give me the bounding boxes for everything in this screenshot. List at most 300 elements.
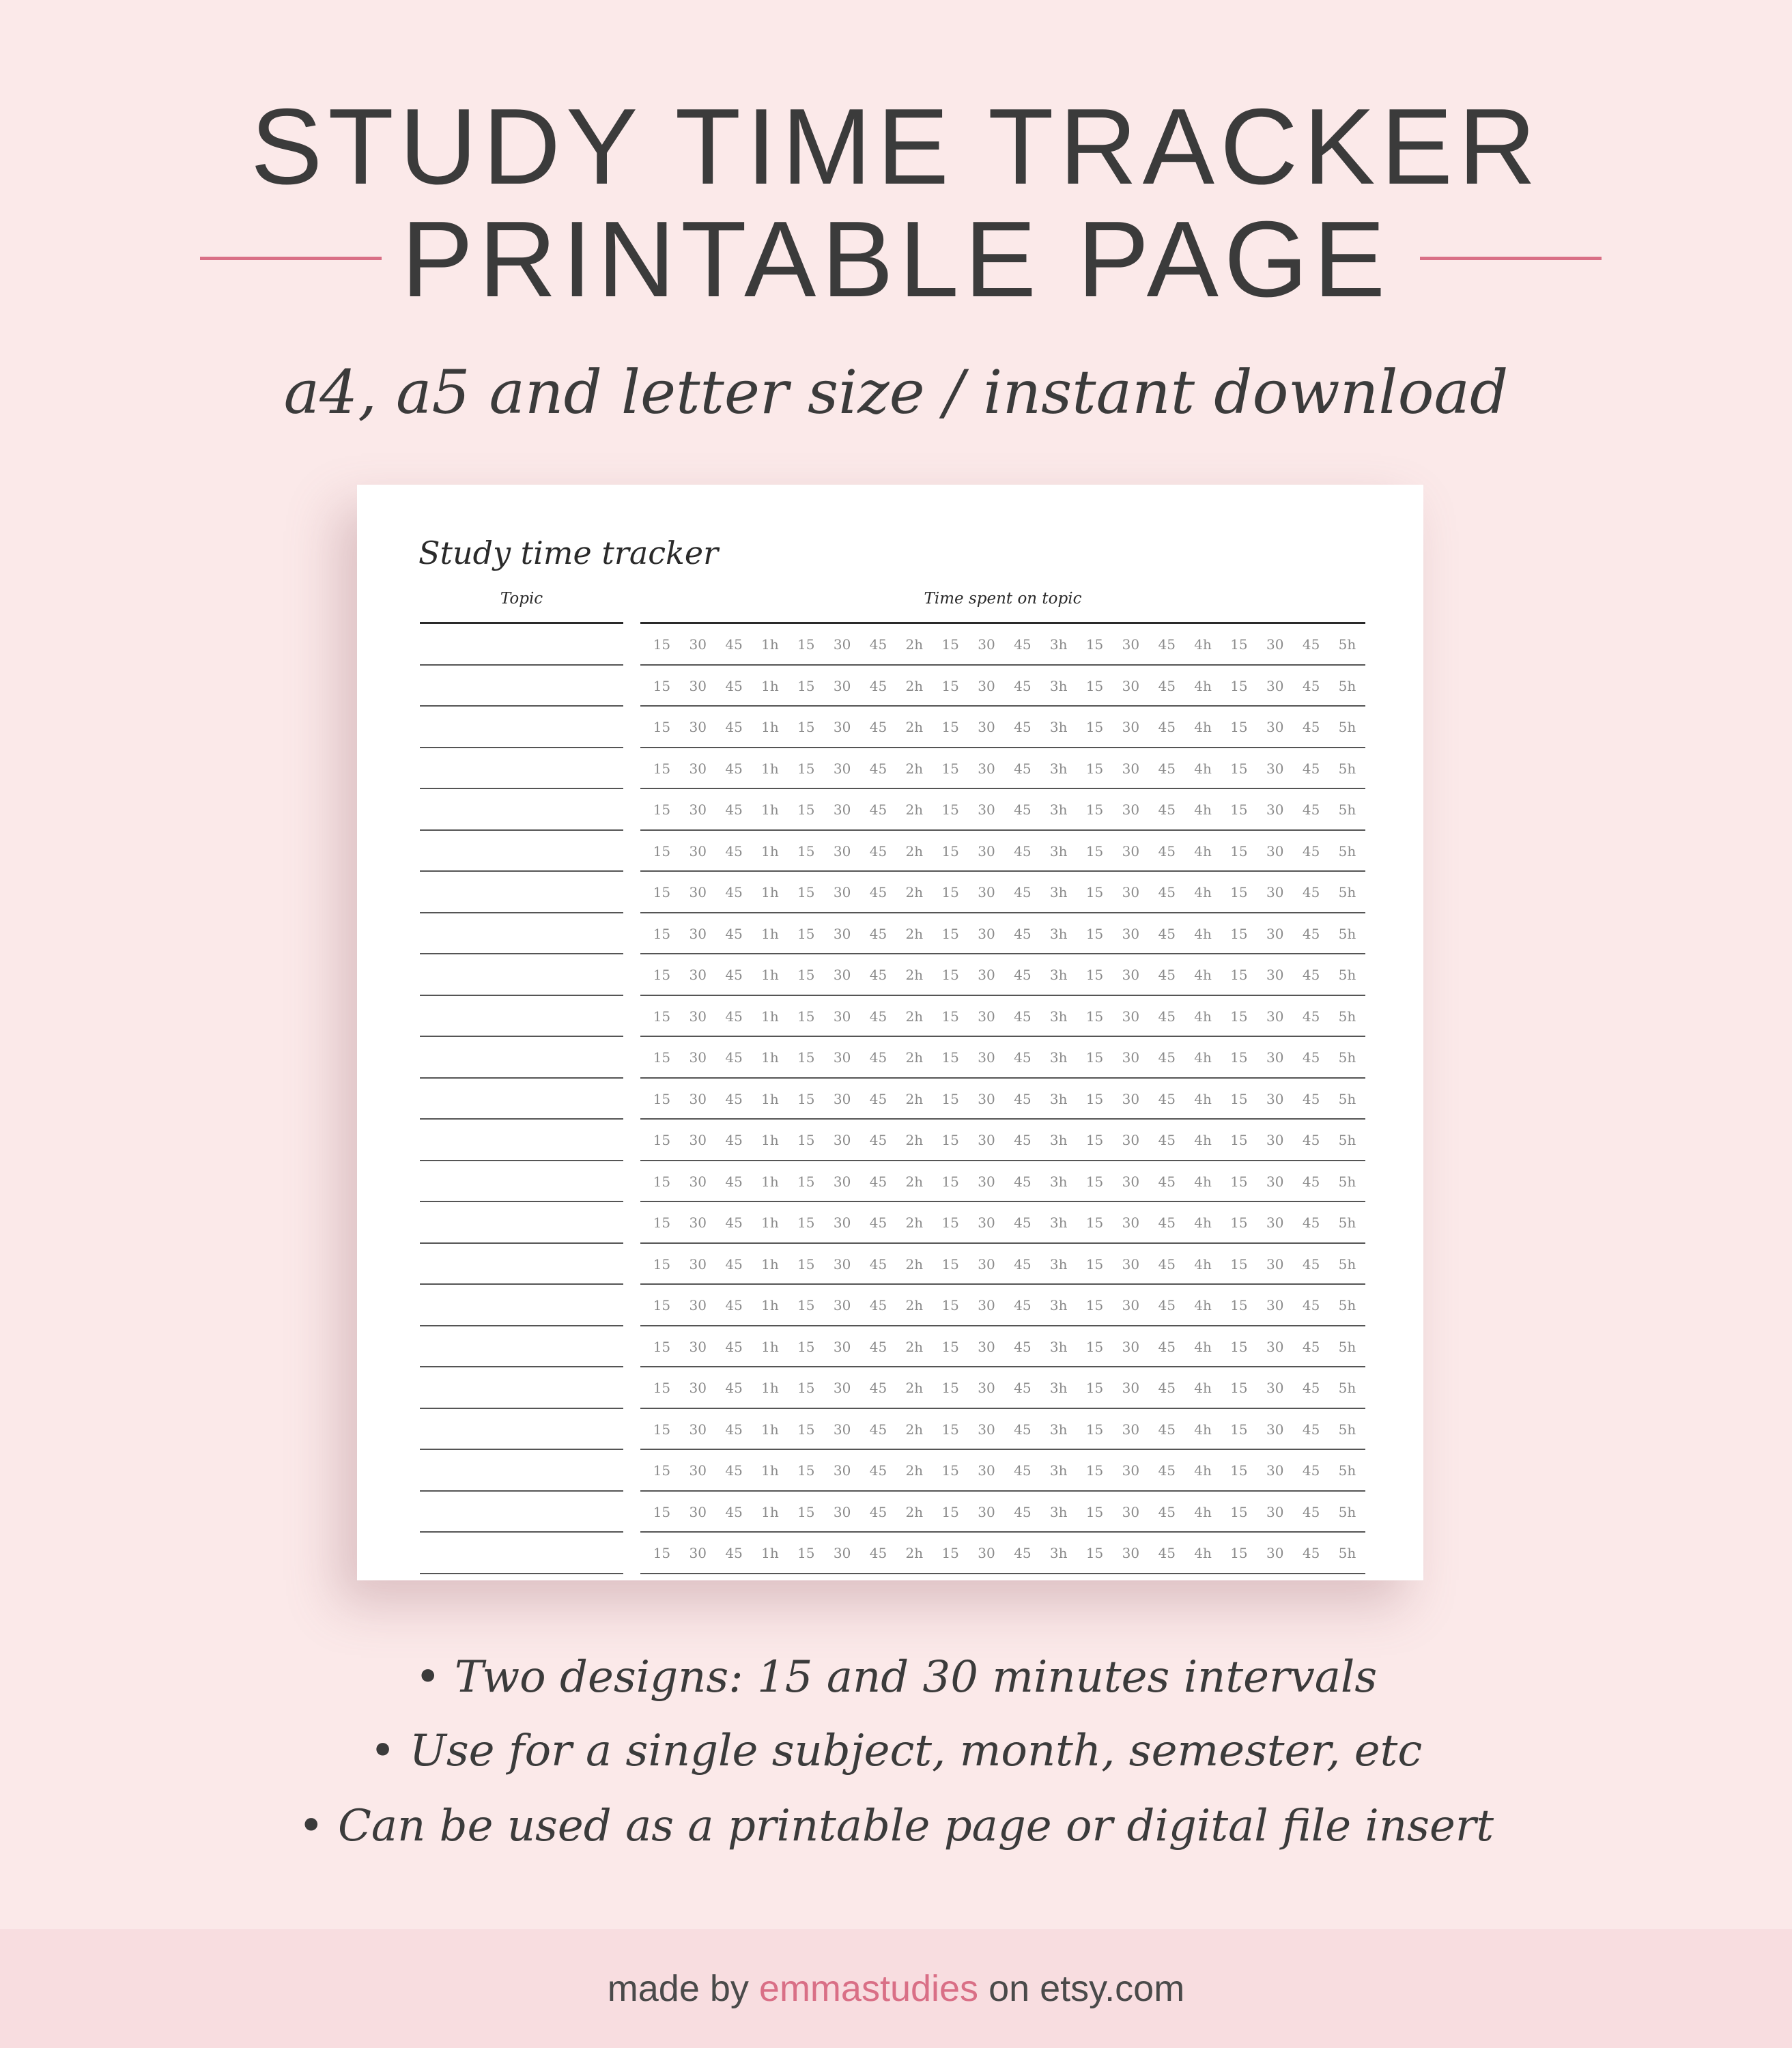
- time-tick-label: 30: [1266, 1132, 1284, 1148]
- time-tick-label: 45: [1302, 1255, 1320, 1272]
- time-tick-label: 15: [941, 1462, 959, 1479]
- time-tick-label: 30: [978, 760, 995, 777]
- time-tick-label: 1h: [761, 1338, 779, 1355]
- footer-credit: [0, 1965, 1792, 2013]
- time-tick-label: 1h: [761, 842, 779, 859]
- time-tick-label: 2h: [905, 760, 924, 777]
- time-tick-label: 30: [978, 842, 995, 859]
- time-tick-label: 15: [1230, 1421, 1248, 1438]
- time-tick-label: 30: [1266, 1503, 1284, 1520]
- time-tick-labels: [640, 1049, 1365, 1066]
- time-tick-label: 15: [941, 719, 959, 735]
- time-tick-label: 30: [1122, 1421, 1140, 1438]
- time-tick-label: 30: [833, 677, 851, 694]
- time-tick-label: 30: [978, 719, 995, 735]
- time-tick-labels: [640, 1090, 1365, 1108]
- time-tick-label: 45: [1014, 842, 1032, 859]
- time-tick-label: 30: [833, 760, 851, 777]
- time-tick-label: 45: [1014, 719, 1032, 735]
- tracker-row: [357, 1285, 1423, 1326]
- time-tick-label: 30: [1266, 1049, 1284, 1066]
- time-tick-label: 5h: [1338, 1380, 1356, 1396]
- time-tick-label: 45: [1158, 1049, 1176, 1066]
- tracker-row: [357, 1450, 1423, 1492]
- time-tick-label: 30: [689, 1380, 707, 1396]
- time-tick-label: 4h: [1194, 1380, 1212, 1396]
- time-tick-label: 30: [689, 967, 707, 983]
- time-tick-label: 5h: [1338, 1214, 1356, 1231]
- time-tick-label: 5h: [1338, 1462, 1356, 1479]
- time-tick-label: 15: [1085, 1462, 1104, 1479]
- time-tick-label: 30: [1266, 1462, 1284, 1479]
- time-tick-label: 15: [1085, 1380, 1104, 1396]
- time-tick-label: 15: [797, 1545, 815, 1561]
- time-tick-label: 15: [797, 1380, 815, 1396]
- time-tick-label: 1h: [761, 1462, 779, 1479]
- tracker-row: [357, 1037, 1423, 1079]
- time-tick-labels: [640, 1503, 1365, 1521]
- time-tick-label: 30: [833, 1049, 851, 1066]
- time-tick-label: 45: [1302, 1132, 1320, 1148]
- time-tick-label: 45: [869, 1421, 887, 1438]
- time-tick-label: 30: [833, 1132, 851, 1148]
- time-tick-label: 15: [797, 801, 815, 818]
- time-tick-label: 30: [978, 1132, 995, 1148]
- time-tick-label: 30: [689, 842, 707, 859]
- time-tick-label: 15: [797, 1503, 815, 1520]
- time-tick-label: 15: [797, 967, 815, 983]
- time-tick-label: 15: [797, 1090, 815, 1107]
- time-tick-label: 15: [1230, 842, 1248, 859]
- time-tick-label: 30: [689, 1338, 707, 1355]
- time-tick-label: 30: [1122, 1338, 1140, 1355]
- time-tick-label: 45: [1014, 1255, 1032, 1272]
- time-tick-label: 45: [1158, 1173, 1176, 1190]
- time-tick-label: 30: [1122, 925, 1140, 942]
- time-tick-label: 4h: [1194, 1214, 1212, 1231]
- time-tick-label: 30: [833, 925, 851, 942]
- time-tick-label: 45: [1302, 1462, 1320, 1479]
- time-tick-label: 30: [1266, 1421, 1284, 1438]
- time-tick-label: 5h: [1338, 760, 1356, 777]
- time-tick-label: 2h: [905, 1173, 924, 1190]
- time-tick-label: 5h: [1338, 636, 1356, 653]
- time-tick-label: 3h: [1049, 1132, 1068, 1148]
- time-tick-label: 3h: [1049, 1297, 1068, 1313]
- time-tick-label: 1h: [761, 1090, 779, 1107]
- time-tick-label: 4h: [1194, 1462, 1212, 1479]
- time-tick-label: 45: [1302, 1090, 1320, 1107]
- time-tick-label: 45: [869, 1255, 887, 1272]
- time-tick-label: 15: [941, 677, 959, 694]
- time-tick-label: 45: [1014, 1008, 1032, 1025]
- time-tick-label: 4h: [1194, 1255, 1212, 1272]
- time-tick-label: 45: [869, 1090, 887, 1107]
- time-tick-label: 30: [833, 1545, 851, 1561]
- time-tick-label: 2h: [905, 842, 924, 859]
- time-tick-label: 2h: [905, 1132, 924, 1148]
- time-tick-label: 45: [1158, 677, 1176, 694]
- time-tick-label: 2h: [905, 719, 924, 735]
- time-tick-label: 45: [1158, 1008, 1176, 1025]
- time-tick-label: 1h: [761, 1049, 779, 1066]
- time-tick-label: 3h: [1049, 1090, 1068, 1107]
- time-tick-label: 5h: [1338, 1255, 1356, 1272]
- time-tick-label: 15: [797, 719, 815, 735]
- time-tick-label: 5h: [1338, 719, 1356, 735]
- time-tick-label: 30: [833, 842, 851, 859]
- time-tick-label: 30: [689, 1049, 707, 1066]
- time-tick-labels: [640, 842, 1365, 860]
- time-row-rule: [640, 1573, 1365, 1574]
- time-tick-label: 15: [941, 1380, 959, 1396]
- time-tick-label: 15: [941, 925, 959, 942]
- time-tick-label: 15: [653, 842, 671, 859]
- time-tick-label: 30: [1266, 1545, 1284, 1561]
- time-tick-label: 45: [1302, 842, 1320, 859]
- time-tick-label: 45: [725, 636, 743, 653]
- time-tick-label: 30: [689, 1214, 707, 1231]
- time-tick-label: 45: [725, 1090, 743, 1107]
- time-tick-label: 30: [1266, 1380, 1284, 1396]
- time-tick-label: 15: [797, 884, 815, 900]
- time-tick-label: 30: [689, 1297, 707, 1313]
- time-tick-label: 15: [653, 636, 671, 653]
- time-tick-label: 5h: [1338, 1297, 1356, 1313]
- time-tick-label: 30: [1266, 1173, 1284, 1190]
- time-tick-label: 45: [1302, 1380, 1320, 1396]
- time-tick-label: 5h: [1338, 1132, 1356, 1148]
- time-tick-label: 15: [797, 1421, 815, 1438]
- time-tick-label: 4h: [1194, 636, 1212, 653]
- time-tick-label: 45: [1302, 1008, 1320, 1025]
- time-tick-label: 45: [869, 1503, 887, 1520]
- time-tick-label: 3h: [1049, 925, 1068, 942]
- time-tick-label: 30: [833, 1380, 851, 1396]
- time-tick-label: 4h: [1194, 801, 1212, 818]
- time-tick-label: 30: [978, 677, 995, 694]
- tracker-rows: [357, 624, 1423, 1574]
- time-tick-label: 3h: [1049, 1214, 1068, 1231]
- time-tick-label: 4h: [1194, 1008, 1212, 1025]
- time-tick-label: 30: [1266, 1255, 1284, 1272]
- time-tick-label: 30: [689, 719, 707, 735]
- time-tick-label: 15: [941, 1173, 959, 1190]
- time-tick-label: 15: [1085, 925, 1104, 942]
- time-tick-label: 4h: [1194, 842, 1212, 859]
- time-tick-label: 1h: [761, 1255, 779, 1272]
- time-tick-label: 15: [941, 1421, 959, 1438]
- time-tick-label: 30: [978, 1255, 995, 1272]
- time-tick-label: 15: [653, 1380, 671, 1396]
- time-tick-label: 45: [869, 1297, 887, 1313]
- time-tick-label: 45: [869, 1049, 887, 1066]
- time-tick-label: 30: [978, 1049, 995, 1066]
- tracker-row: [357, 1326, 1423, 1368]
- time-tick-label: 15: [941, 1503, 959, 1520]
- time-tick-label: 15: [1230, 1338, 1248, 1355]
- time-tick-label: 45: [869, 925, 887, 942]
- time-tick-label: 45: [1158, 884, 1176, 900]
- time-tick-label: 2h: [905, 1503, 924, 1520]
- time-tick-label: 15: [1230, 1049, 1248, 1066]
- time-tick-label: 30: [978, 636, 995, 653]
- time-tick-label: 1h: [761, 1214, 779, 1231]
- time-tick-label: 15: [941, 1338, 959, 1355]
- time-tick-label: 30: [1122, 1503, 1140, 1520]
- time-tick-label: 45: [725, 1049, 743, 1066]
- time-tick-label: 30: [833, 1503, 851, 1520]
- time-tick-label: 2h: [905, 1008, 924, 1025]
- time-tick-labels: [640, 1173, 1365, 1191]
- time-tick-label: 15: [653, 760, 671, 777]
- time-column-header: Time spent on topic: [924, 590, 1082, 608]
- time-tick-label: 30: [1122, 1380, 1140, 1396]
- time-tick-label: 15: [653, 1503, 671, 1520]
- time-tick-label: 45: [1302, 1297, 1320, 1313]
- time-tick-label: 4h: [1194, 1545, 1212, 1561]
- time-tick-label: 30: [1122, 1049, 1140, 1066]
- time-tick-label: 15: [1230, 1462, 1248, 1479]
- time-tick-label: 15: [941, 1090, 959, 1107]
- time-tick-label: 30: [978, 1421, 995, 1438]
- time-tick-label: 45: [869, 1214, 887, 1231]
- time-tick-label: 30: [689, 801, 707, 818]
- time-tick-labels: [640, 718, 1365, 736]
- time-tick-label: 30: [1266, 636, 1284, 653]
- time-tick-label: 45: [725, 1338, 743, 1355]
- time-tick-label: 45: [725, 842, 743, 859]
- time-tick-label: 30: [978, 1462, 995, 1479]
- time-tick-label: 3h: [1049, 967, 1068, 983]
- time-tick-label: 45: [725, 1380, 743, 1396]
- time-tick-label: 30: [978, 1214, 995, 1231]
- time-tick-label: 45: [725, 925, 743, 942]
- tracker-row: [357, 1367, 1423, 1409]
- page-subtitle: a4, a5 and letter size / instant download: [283, 357, 1509, 427]
- time-tick-label: 30: [1122, 1132, 1140, 1148]
- time-tick-label: 15: [653, 1090, 671, 1107]
- time-tick-label: 15: [1230, 636, 1248, 653]
- time-tick-label: 30: [1266, 1090, 1284, 1107]
- topic-write-line: [420, 1573, 623, 1574]
- time-tick-label: 45: [1158, 1214, 1176, 1231]
- time-tick-label: 45: [1302, 719, 1320, 735]
- time-tick-label: 1h: [761, 801, 779, 818]
- time-tick-label: 2h: [905, 967, 924, 983]
- time-tick-label: 1h: [761, 967, 779, 983]
- time-tick-label: 15: [941, 967, 959, 983]
- time-tick-labels: [640, 801, 1365, 819]
- time-tick-label: 15: [1230, 801, 1248, 818]
- time-tick-label: 45: [1158, 801, 1176, 818]
- time-tick-label: 45: [725, 1214, 743, 1231]
- time-tick-label: 4h: [1194, 1503, 1212, 1520]
- time-tick-label: 45: [1014, 925, 1032, 942]
- time-tick-label: 30: [1122, 1255, 1140, 1272]
- time-tick-label: 3h: [1049, 1338, 1068, 1355]
- time-tick-label: 15: [1230, 1008, 1248, 1025]
- time-tick-label: 45: [869, 884, 887, 900]
- time-tick-label: 15: [1085, 1049, 1104, 1066]
- time-tick-label: 4h: [1194, 719, 1212, 735]
- time-tick-label: 15: [1085, 842, 1104, 859]
- time-tick-label: 1h: [761, 1132, 779, 1148]
- time-tick-label: 5h: [1338, 842, 1356, 859]
- time-tick-label: 30: [689, 1255, 707, 1272]
- time-tick-label: 15: [1085, 1421, 1104, 1438]
- time-tick-labels: [640, 1296, 1365, 1314]
- tracker-sheet-preview: [357, 485, 1423, 1580]
- time-tick-label: 45: [725, 1255, 743, 1272]
- time-tick-label: 5h: [1338, 1049, 1356, 1066]
- time-tick-label: 30: [1266, 719, 1284, 735]
- time-tick-label: 15: [1085, 1503, 1104, 1520]
- tracker-row: [357, 1120, 1423, 1161]
- tracker-row: [357, 996, 1423, 1038]
- time-tick-label: 45: [869, 1462, 887, 1479]
- time-tick-label: 45: [1158, 925, 1176, 942]
- time-tick-labels: [640, 966, 1365, 984]
- time-tick-label: 30: [1122, 884, 1140, 900]
- time-tick-label: 30: [689, 1545, 707, 1561]
- topic-column-header: Topic: [500, 590, 543, 608]
- time-tick-label: 15: [1085, 1338, 1104, 1355]
- time-tick-label: 45: [1158, 1421, 1176, 1438]
- time-tick-label: 45: [1014, 1338, 1032, 1355]
- time-tick-label: 30: [978, 1297, 995, 1313]
- time-tick-label: 45: [725, 967, 743, 983]
- time-tick-label: 15: [653, 1462, 671, 1479]
- time-tick-label: 15: [1085, 1008, 1104, 1025]
- time-tick-label: 15: [1085, 1545, 1104, 1561]
- time-tick-label: 45: [1302, 801, 1320, 818]
- time-tick-label: 45: [1014, 1132, 1032, 1148]
- time-tick-label: 45: [869, 636, 887, 653]
- time-tick-label: 30: [1122, 677, 1140, 694]
- time-tick-label: 4h: [1194, 1421, 1212, 1438]
- tracker-row: [357, 1533, 1423, 1574]
- time-tick-label: 30: [1122, 1462, 1140, 1479]
- time-tick-label: 5h: [1338, 1503, 1356, 1520]
- time-tick-label: 15: [653, 967, 671, 983]
- time-tick-label: 15: [1230, 884, 1248, 900]
- time-tick-label: 45: [869, 1132, 887, 1148]
- time-tick-label: 15: [653, 1545, 671, 1561]
- time-tick-label: 1h: [761, 1421, 779, 1438]
- time-tick-label: 45: [869, 801, 887, 818]
- time-tick-label: 15: [1230, 760, 1248, 777]
- time-tick-label: 5h: [1338, 677, 1356, 694]
- time-tick-label: 5h: [1338, 1008, 1356, 1025]
- time-tick-label: 45: [725, 677, 743, 694]
- page-title-line-2: PRINTABLE PAGE: [401, 199, 1391, 319]
- time-tick-labels: [640, 1131, 1365, 1149]
- time-tick-label: 15: [653, 884, 671, 900]
- tracker-row: [357, 954, 1423, 996]
- time-tick-label: 30: [689, 760, 707, 777]
- time-tick-label: 15: [797, 1049, 815, 1066]
- time-tick-label: 15: [653, 1255, 671, 1272]
- tracker-row: [357, 748, 1423, 790]
- time-tick-label: 30: [833, 1297, 851, 1313]
- time-tick-label: 3h: [1049, 1421, 1068, 1438]
- footer-band: [0, 1929, 1792, 2048]
- time-tick-label: 1h: [761, 719, 779, 735]
- time-tick-label: 45: [1158, 967, 1176, 983]
- time-tick-label: 15: [797, 1214, 815, 1231]
- time-tick-label: 30: [833, 1338, 851, 1355]
- time-tick-label: 45: [1014, 1462, 1032, 1479]
- time-tick-label: 30: [1122, 801, 1140, 818]
- time-tick-label: 15: [941, 1255, 959, 1272]
- time-tick-label: 30: [689, 1090, 707, 1107]
- time-tick-label: 45: [1158, 636, 1176, 653]
- time-tick-label: 15: [1085, 760, 1104, 777]
- time-tick-label: 15: [1230, 1173, 1248, 1190]
- time-tick-label: 45: [1014, 1173, 1032, 1190]
- time-tick-label: 30: [833, 1255, 851, 1272]
- tracker-row: [357, 1161, 1423, 1203]
- time-tick-label: 15: [941, 760, 959, 777]
- sheet-title: Study time tracker: [418, 535, 719, 571]
- time-tick-label: 30: [1266, 1214, 1284, 1231]
- time-tick-label: 30: [978, 1545, 995, 1561]
- time-tick-label: 30: [978, 1090, 995, 1107]
- time-tick-label: 4h: [1194, 1173, 1212, 1190]
- time-tick-label: 15: [797, 677, 815, 694]
- time-tick-label: 15: [1230, 1380, 1248, 1396]
- time-tick-label: 15: [1230, 719, 1248, 735]
- time-tick-label: 2h: [905, 925, 924, 942]
- time-tick-label: 45: [725, 1132, 743, 1148]
- time-tick-label: 45: [1158, 1297, 1176, 1313]
- time-tick-labels: [640, 636, 1365, 653]
- time-tick-label: 5h: [1338, 967, 1356, 983]
- tracker-row: [357, 1202, 1423, 1244]
- time-tick-label: 15: [653, 1049, 671, 1066]
- time-tick-label: 2h: [905, 636, 924, 653]
- time-tick-label: 15: [1085, 967, 1104, 983]
- time-tick-label: 2h: [905, 1462, 924, 1479]
- time-tick-label: 45: [869, 760, 887, 777]
- time-tick-label: 2h: [905, 884, 924, 900]
- feature-item: • Can be used as a printable page or digital file insert: [298, 1801, 1494, 1851]
- time-tick-label: 45: [725, 1421, 743, 1438]
- time-tick-label: 1h: [761, 1297, 779, 1313]
- time-tick-labels: [640, 1214, 1365, 1232]
- time-tick-label: 15: [797, 925, 815, 942]
- time-tick-label: 45: [1302, 1338, 1320, 1355]
- time-tick-label: 45: [1302, 1421, 1320, 1438]
- time-tick-label: 15: [1085, 1132, 1104, 1148]
- footer-brand-link[interactable]: emmastudies: [758, 1968, 979, 2009]
- time-tick-label: 3h: [1049, 636, 1068, 653]
- time-tick-label: 1h: [761, 760, 779, 777]
- feature-item: • Two designs: 15 and 30 minutes intervals: [414, 1652, 1378, 1703]
- time-tick-label: 30: [689, 636, 707, 653]
- time-tick-label: 15: [653, 1297, 671, 1313]
- time-tick-label: 30: [1266, 925, 1284, 942]
- time-tick-label: 15: [941, 884, 959, 900]
- time-tick-label: 30: [833, 636, 851, 653]
- time-tick-label: 30: [978, 884, 995, 900]
- time-tick-label: 45: [1302, 1545, 1320, 1561]
- time-tick-label: 30: [689, 884, 707, 900]
- time-tick-label: 45: [725, 1462, 743, 1479]
- time-tick-label: 1h: [761, 925, 779, 942]
- time-tick-label: 45: [725, 1008, 743, 1025]
